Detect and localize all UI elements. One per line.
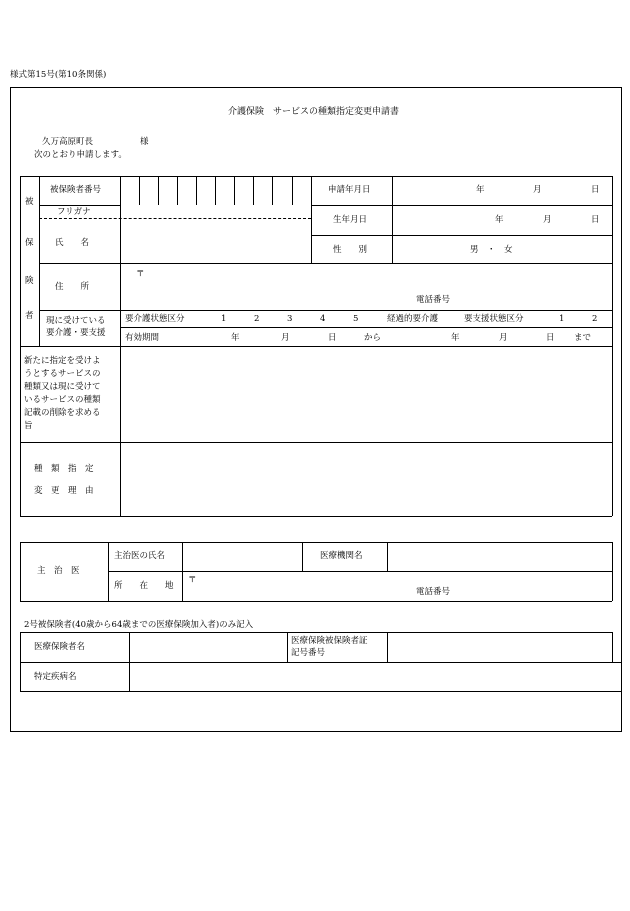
- valid-until-year: 年: [451, 333, 460, 343]
- rule: [20, 346, 612, 347]
- physician-group-label: 主 治 医: [37, 566, 80, 576]
- valid-period-label: 有効期間: [125, 333, 160, 343]
- service-request-label-2: うとするサービスの: [24, 369, 101, 379]
- digit-box-divider: [272, 176, 273, 205]
- rule: [129, 632, 130, 691]
- insurance-card-label-2: 記号番号: [291, 648, 326, 658]
- rule: [20, 516, 612, 517]
- digit-box-divider: [292, 176, 293, 205]
- secondary-insured-note: 2号被保険者(40歳から64歳までの医療保険加入者)のみ記入: [24, 620, 254, 630]
- current-care-label-1: 現に受けている: [46, 316, 106, 326]
- change-reason-label-1: 種 類 指 定: [34, 464, 94, 474]
- service-request-label-4: いるサービスの種類: [24, 395, 101, 405]
- insured-group-label-1: 被: [25, 197, 34, 207]
- medical-insurer-label: 医療保険者名: [34, 642, 86, 652]
- rule: [20, 542, 21, 601]
- physician-postal-mark: 〒: [188, 575, 197, 585]
- digit-box-divider: [158, 176, 159, 205]
- insurance-card-label-1: 医療保険被保険者証: [291, 636, 368, 646]
- insured-phone-label: 電話番号: [416, 295, 451, 305]
- rule: [20, 601, 612, 602]
- application-date-label: 申請年月日: [328, 185, 371, 195]
- digit-box-divider: [177, 176, 178, 205]
- rule: [108, 542, 109, 601]
- dashed-rule: [39, 218, 311, 219]
- valid-from-month: 月: [281, 333, 290, 343]
- digit-box-divider: [234, 176, 235, 205]
- application-year: 年: [476, 185, 485, 195]
- digit-box-divider: [253, 176, 254, 205]
- physician-location-label: 所 在 地: [114, 581, 174, 591]
- rule: [120, 176, 121, 516]
- support-level-label: 要支援状態区分: [464, 314, 524, 324]
- application-day: 日: [591, 185, 600, 195]
- rule: [387, 542, 388, 571]
- sex-label: 性 別: [333, 245, 368, 255]
- service-request-label-1: 新たに指定を受けよ: [24, 356, 101, 366]
- care-level-3: 3: [287, 314, 293, 324]
- change-reason-label-2: 変 更 理 由: [34, 486, 94, 496]
- valid-until-day: 日: [546, 333, 555, 343]
- rule: [612, 542, 613, 601]
- rule: [392, 176, 393, 263]
- digit-box-divider: [215, 176, 216, 205]
- rule: [612, 176, 613, 516]
- application-month: 月: [533, 185, 542, 195]
- birth-month: 月: [543, 215, 552, 225]
- specific-disease-label: 特定疾病名: [34, 672, 77, 682]
- service-request-label-3: 種類又は現に受けて: [24, 382, 101, 392]
- care-level-5: 5: [353, 314, 359, 324]
- insured-group-label-3: 険: [25, 276, 34, 286]
- rule: [311, 235, 612, 236]
- rule: [20, 176, 612, 177]
- digit-box-divider: [139, 176, 140, 205]
- medical-institution-label: 医療機関名: [320, 551, 363, 561]
- service-request-label-5: 記載の削除を求める: [24, 408, 101, 418]
- form-title: 介護保険 サービスの種類指定変更申請書: [228, 107, 400, 117]
- physician-name-label: 主治医の氏名: [114, 551, 166, 561]
- support-level-1: 1: [559, 314, 565, 324]
- furigana-label: フリガナ: [57, 207, 91, 217]
- address-label: 住 所: [55, 282, 90, 292]
- current-care-label-2: 要介護・要支援: [46, 328, 106, 338]
- address-postal-mark: 〒: [136, 269, 145, 279]
- valid-from-day: 日: [328, 333, 337, 343]
- insured-number-label: 被保険者番号: [50, 185, 102, 195]
- digit-box-divider: [196, 176, 197, 205]
- care-level-4: 4: [320, 314, 326, 324]
- rule: [39, 263, 612, 264]
- rule: [39, 176, 40, 346]
- addressee: 久万高原町長: [42, 137, 94, 147]
- rule: [612, 632, 613, 662]
- rule: [20, 176, 21, 516]
- rule: [287, 632, 288, 662]
- rule: [387, 632, 388, 662]
- physician-phone-label: 電話番号: [416, 587, 451, 597]
- intro-text: 次のとおり申請します。: [34, 150, 127, 160]
- valid-until-month: 月: [499, 333, 508, 343]
- rule: [39, 205, 121, 206]
- care-level-label: 要介護状態区分: [125, 314, 185, 324]
- from-label: から: [364, 333, 382, 343]
- rule: [20, 442, 612, 443]
- care-level-1: 1: [221, 314, 227, 324]
- birth-day: 日: [591, 215, 600, 225]
- rule: [182, 542, 183, 601]
- rule: [20, 632, 612, 633]
- name-label: 氏 名: [55, 238, 90, 248]
- honorific: 様: [140, 137, 149, 147]
- rule: [311, 176, 312, 263]
- valid-from-year: 年: [231, 333, 240, 343]
- birth-year: 年: [495, 215, 504, 225]
- rule: [20, 662, 622, 663]
- birth-date-label: 生年月日: [333, 215, 368, 225]
- rule: [311, 205, 612, 206]
- care-level-2: 2: [254, 314, 260, 324]
- support-level-2: 2: [592, 314, 598, 324]
- insured-group-label-2: 保: [25, 238, 34, 248]
- sex-options: 男 ・ 女: [470, 245, 513, 255]
- rule: [20, 691, 622, 692]
- transitional-care-label: 経過的要介護: [387, 314, 439, 324]
- rule: [120, 327, 612, 328]
- rule: [39, 310, 612, 311]
- rule: [20, 632, 21, 691]
- until-label: まで: [574, 333, 592, 343]
- rule: [108, 571, 612, 572]
- form-number: 様式第15号(第10条関係): [10, 70, 107, 80]
- service-request-label-6: 旨: [24, 421, 33, 431]
- rule: [302, 542, 303, 571]
- insured-group-label-4: 者: [25, 311, 34, 321]
